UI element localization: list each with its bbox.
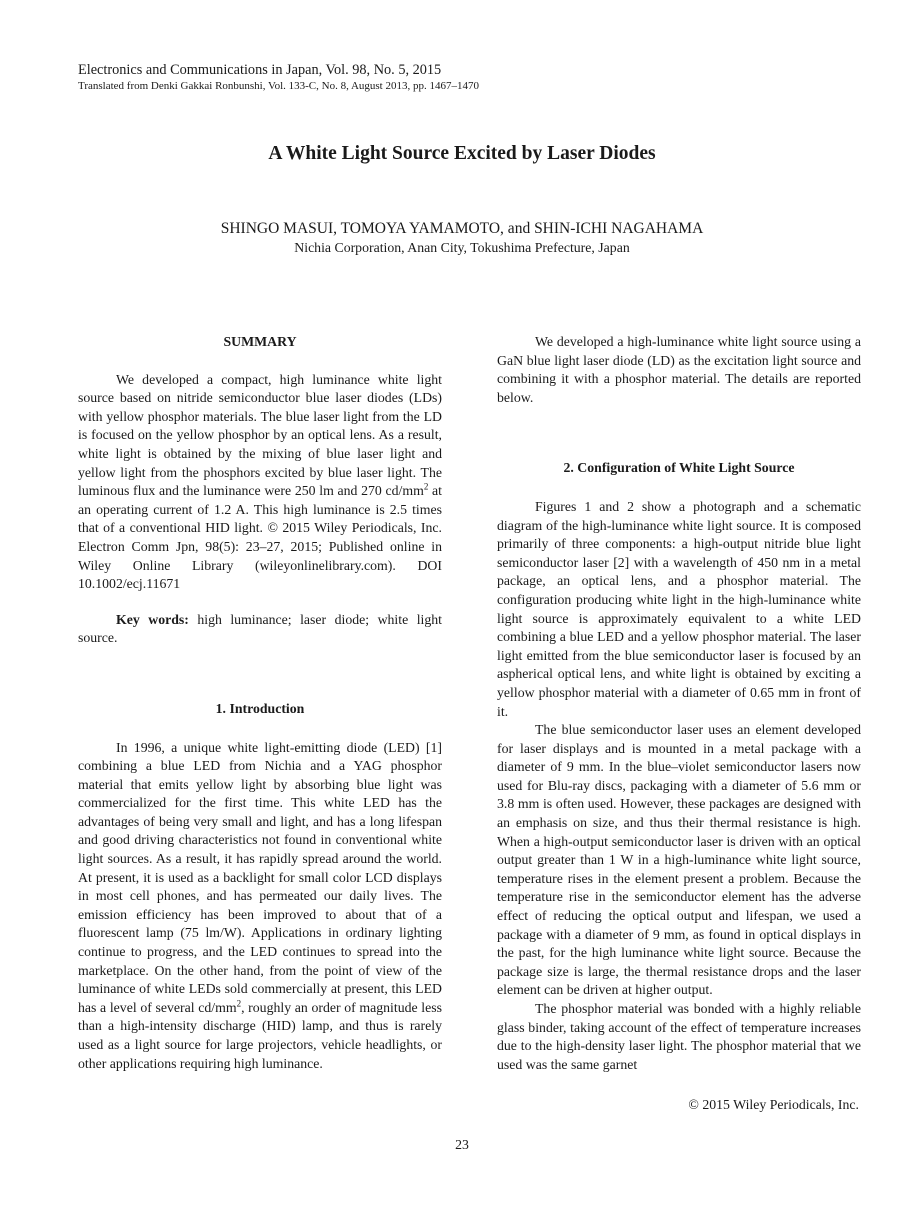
left-column [78, 333, 442, 1073]
keywords-paragraph [78, 611, 442, 648]
intro-text-a: In 1996, a unique white light-emitting diode (LED) [1] combining a blue LED from Nichia and a YAG phosphor material that emits yellow light by absorbing blue light was commercialized for the first time. This white LED has the advantages of being very small and light, and has a long lifespan and good driving characteristics not found in conventional white light sources. As a result, it has rapidly spread around the world. At present, it is used as a backlight for small color LCD displays in most cell phones, and has permeated our daily lives. The emission efficiency has been improved to about that of a fluorescent lamp (75 lm/W). Applications in ordinary lighting continue to progress, and the LED continues to spread into the marketplace. On the other hand, from the point of view of the luminance of white LEDs sold commercially at present, this LED has a level of several cd/mm [78, 739, 442, 1015]
intro-superscript: 2 [236, 998, 242, 1009]
affiliation: Nichia Corporation, Anan City, Tokushima Prefecture, Japan [294, 240, 630, 255]
section2-paragraph-3: The phosphor material was bonded with a highly reliable glass binder, taking account of the effect of temperature increases due to the high-density laser light. The phosphor material that we used was the same garnet [497, 1001, 861, 1072]
paper-title: A White Light Source Excited by Laser Diodes [268, 143, 656, 164]
page-number: 23 [455, 1137, 469, 1152]
journal-citation: Electronics and Communications in Japan, Vol. 98, No. 5, 2015 [78, 62, 442, 78]
section2-paragraph-1: Figures 1 and 2 show a photograph and a schematic diagram of the high-luminance white light source. It is composed primarily of three components: a high-output nitride blue light semiconductor laser [2] with a wavelength of 450 nm in a metal package, an optical lens, and a phosphor material. The configuration producing white light in the high-luminance white light source is approximately equivalent to a white LED combining a blue LED and a yellow phosphor material. The laser light emitted from the blue semiconductor laser is focused by an aspherical optical lens, and white light is obtained by exciting a yellow phosphor material with a diameter of 0.65 mm in front of it. [497, 498, 861, 719]
translation-source: Translated from Denki Gakkai Ronbunshi, Vol. 133-C, No. 8, August 2013, pp. 1467–1470 [78, 80, 479, 92]
summary-text-b: at an operating current of 1.2 A. This high luminance is 2.5 times that of a conventional HID light. © 2015 Wiley Periodicals, Inc. Electron Comm Jpn, 98(5): 23–27, 2015; Published online in Wiley Online Library (wileyonlinelibrary.com). DOI 10.1002/ecj.11671 [78, 483, 443, 592]
right-intro-paragraph: We developed a high-luminance white light source using a GaN blue light laser diode (LD) as the excitation light source and combining it with a phosphor material. The details are reported below. [497, 334, 861, 405]
summary-heading: SUMMARY [223, 334, 297, 349]
copyright-notice: © 2015 Wiley Periodicals, Inc. [688, 1097, 859, 1112]
keywords-label: Key words: [116, 611, 189, 627]
author-list: SHINGO MASUI, TOMOYA YAMAMOTO, and SHIN-ICHI NAGAHAMA [220, 220, 704, 237]
summary-paragraph [78, 371, 442, 594]
section2-heading: 2. Configuration of White Light Source [563, 460, 795, 476]
introduction-heading: 1. Introduction [215, 700, 305, 716]
summary-text-a: We developed a compact, high luminance white light source based on nitride semiconductor blue laser diodes (LDs) with yellow phosphor materials. The blue laser light from the LD is focused on the yellow phosphor by an optical lens. As a result, white light is obtained by the mixing of blue laser light and yellow light from the phosphors excited by blue laser light. The luminous flux and the luminance were 250 lm and 270 cd/mm [78, 371, 442, 499]
introduction-paragraph [78, 739, 442, 1074]
summary-superscript: 2 [423, 481, 429, 492]
section2-paragraph-2: The blue semiconductor laser uses an element developed for laser displays and is mounted in a metal package with a diameter of 9 mm. In the blue–violet semiconductor lasers now used for Blu-ray discs, packaging with a diameter of 5.6 mm or 3.8 mm is often used. However, these packages are designed with an emphasis on size, and thus their thermal resistance is high. When a high-output semiconductor laser is driven with an optical output greater than 1 W in a high-luminance white light source, temperature rises in the element present a problem. Because the temperature rise in the semiconductor element has the adverse effect of reducing the optical output and lifespan, we used a package with a diameter of 9 mm, as found in optical displays in the past, for the high luminance white light source. Because the package size is large, the thermal resistance drops and the laser element can be driven at higher output. [497, 722, 861, 998]
right-column [497, 333, 861, 1074]
keywords-text: high luminance; laser diode; white light source. [78, 611, 442, 646]
intro-text-b: , roughly an order of magnitude less than a high-intensity discharge (HID) lamp, and thus is rarely used as a light source for large projectors, vehicle headlights, or other applications requiring high luminance. [78, 999, 443, 1071]
